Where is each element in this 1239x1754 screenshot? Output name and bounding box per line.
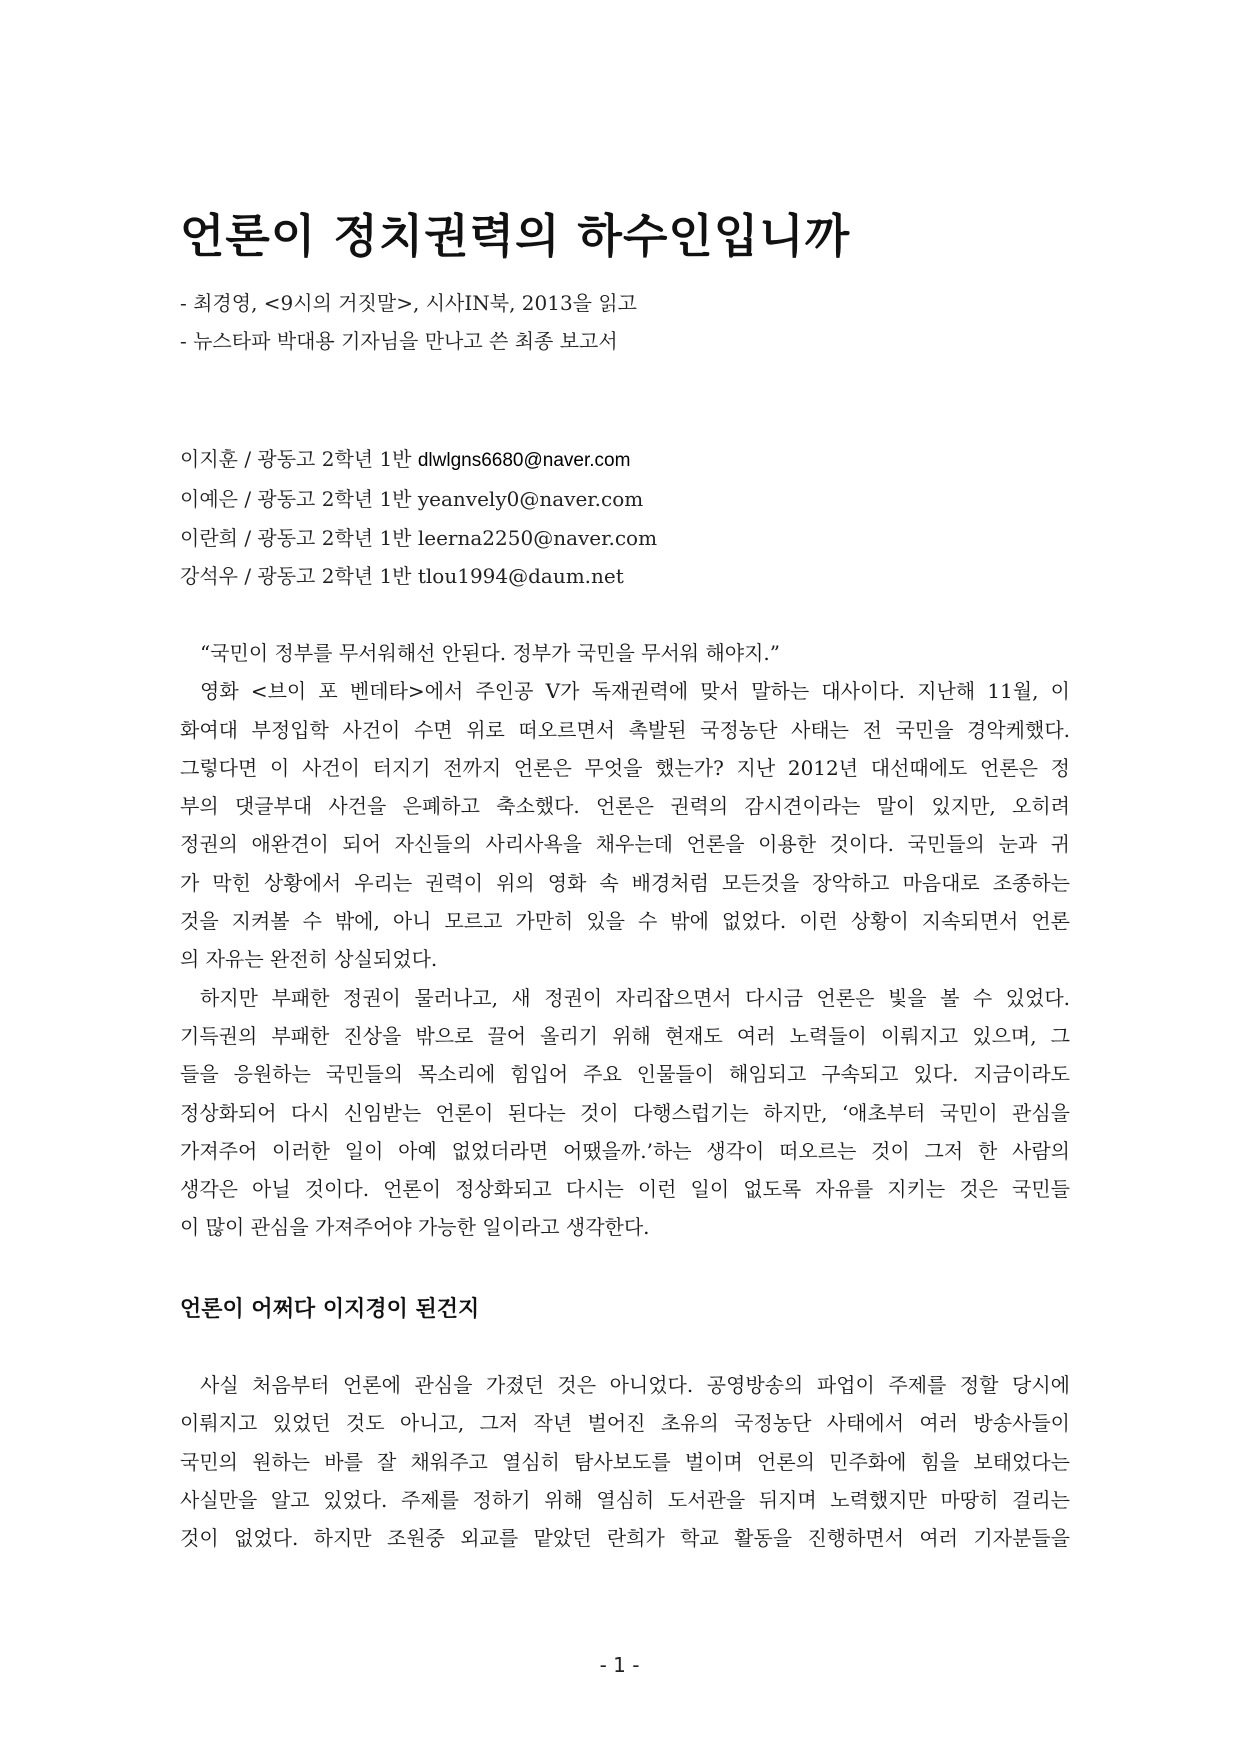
section-body — [180, 1366, 1070, 1557]
body-line: 사실 처음부터 언론에 관심을 가졌던 것은 아니었다. 공영방송의 파업이 주제를 정할 당시에 — [200, 1373, 1070, 1397]
body-line: 사실만을 알고 있었다. 주제를 정하기 위해 열심히 도서관을 뒤지며 노력했지만 마땅히 걸리는 — [180, 1487, 1070, 1512]
body-line: 가져주어 이러한 일이 아예 없었더라면 어땠을까.’하는 생각이 떠오르는 것이 그저 한 사람의 — [180, 1138, 1070, 1163]
body-line: 것을 지켜볼 수 밖에, 아니 모르고 가만히 있을 수 밖에 없었다. 이런 상황이 지속되면서 언론 — [180, 909, 1070, 934]
author-email: leerna2250@naver.com — [417, 525, 658, 550]
body-line: 의 자유는 완전히 상실되었다. — [180, 947, 438, 972]
author-info: 이란희 / 광동고 2학년 1반 — [180, 525, 412, 550]
author-line — [180, 557, 657, 595]
subtitle-block — [180, 285, 637, 360]
body-line: 정권의 애완견이 되어 자신들의 사리사욕을 채우는데 언론을 이용한 것이다. 국민들의 눈과 귀 — [180, 832, 1070, 857]
body-line: 이뤄지고 있었던 것도 아니고, 그저 작년 벌어진 초유의 국정농단 사태에서 여러 방송사들이 — [180, 1411, 1070, 1436]
author-info: 이예은 / 광동고 2학년 1반 — [180, 487, 412, 512]
body-line: 영화 <브이 포 벤데타>에서 주인공 V가 독재권력에 맞서 말하는 대사이다. 지난해 11월, 이 — [200, 679, 1070, 704]
subtitle-line: - 뉴스타파 박대용 기자님을 만나고 쓴 최종 보고서 — [180, 328, 618, 353]
paragraph — [180, 979, 1070, 1247]
body-line: 생각은 아닐 것이다. 언론이 정상화되고 다시는 이런 일이 없도록 자유를 지키는 것은 국민들 — [180, 1177, 1070, 1202]
section-heading: 언론이 어쩌다 이지경이 된건지 — [180, 1297, 480, 1322]
body-line: 그렇다면 이 사건이 터지기 전까지 언론은 무엇을 했는가? 지난 2012년 대선때에도 언론은 정 — [180, 755, 1070, 780]
author-line — [180, 440, 657, 480]
body-line: 이 많이 관심을 가져주어야 가능한 일이라고 생각한다. — [180, 1215, 650, 1240]
body-line: 부의 댓글부대 사건을 은폐하고 축소했다. 언론은 권력의 감시견이라는 말이 있지만, 오히려 — [180, 794, 1070, 819]
body-line: 가 막힌 상황에서 우리는 권력이 위의 영화 속 배경처럼 모든것을 장악하고 마음대로 조종하는 — [180, 870, 1070, 895]
author-email: dlwlgns6680@naver.com — [417, 450, 631, 471]
author-email: yeanvely0@naver.com — [417, 487, 644, 512]
document-title: 언론이 정치권력의 하수인입니까 — [180, 209, 851, 263]
author-list — [180, 440, 657, 595]
author-line — [180, 519, 657, 557]
quote-line: “국민이 정부를 무서워해선 안된다. 정부가 국민을 무서워 해야지.” — [200, 641, 780, 665]
body-line: 국민의 원하는 바를 잘 채워주고 열심히 탐사보도를 벌이며 언론의 민주화에 힘을 보태었다는 — [180, 1449, 1070, 1474]
body-line: 하지만 부패한 정권이 물러나고, 새 정권이 자리잡으면서 다시금 언론은 빛을 볼 수 있었다. — [200, 985, 1070, 1010]
author-info: 이지훈 / 광동고 2학년 1반 — [180, 447, 412, 471]
page-number: - 1 - — [599, 1653, 640, 1677]
body-line: 화여대 부정입학 사건이 수면 위로 떠오르면서 촉발된 국정농단 사태는 전 국민을 경악케했다. — [180, 717, 1070, 742]
author-email: tlou1994@daum.net — [417, 563, 624, 588]
subtitle-line: - 최경영, <9시의 거짓말>, 시사IN북, 2013을 읽고 — [180, 291, 637, 315]
intro-body — [180, 634, 1070, 1247]
body-line: 정상화되어 다시 신임받는 언론이 된다는 것이 다행스럽기는 하지만, ‘애초부터 국민이 관심을 — [180, 1100, 1070, 1125]
paragraph — [180, 672, 1070, 978]
body-line: 기득권의 부패한 진상을 밖으로 끌어 올리기 위해 현재도 여러 노력들이 이뤄지고 있으며, 그 — [180, 1023, 1070, 1048]
author-info: 강석우 / 광동고 2학년 1반 — [180, 563, 412, 588]
body-line: 들을 응원하는 국민들의 목소리에 힘입어 주요 인물들이 해임되고 구속되고 있다. 지금이라도 — [180, 1062, 1070, 1087]
body-line: 것이 없었다. 하지만 조원중 외교를 맡았던 란희가 학교 활동을 진행하면서 여러 기자분들을 — [180, 1526, 1070, 1551]
author-line — [180, 480, 657, 518]
